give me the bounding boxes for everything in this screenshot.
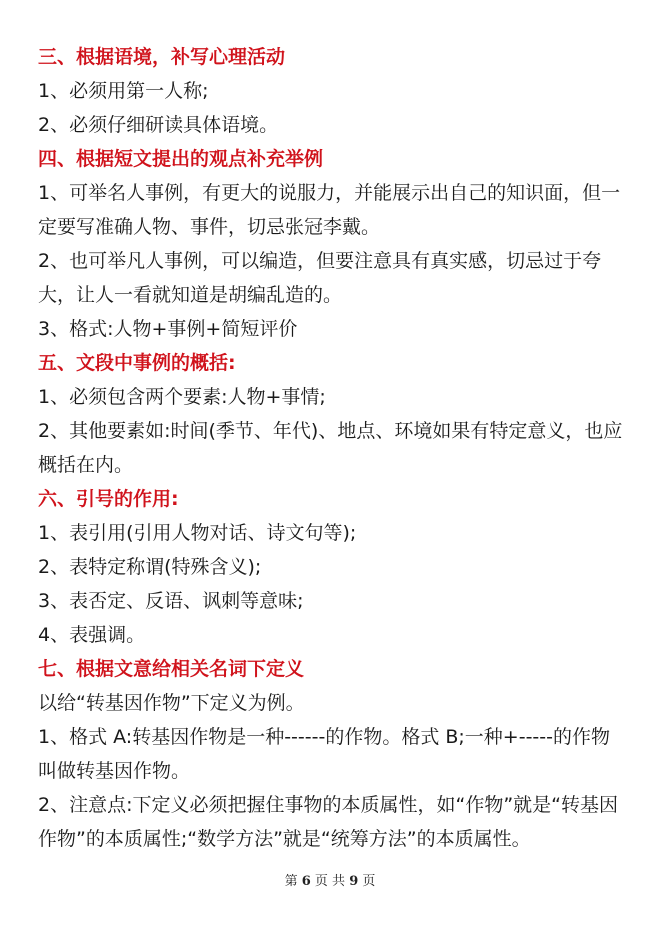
paragraph: 3、格式:人物+事例+简短评价 <box>38 318 298 340</box>
current-page-number: 6 <box>301 874 311 889</box>
document-content <box>38 40 628 856</box>
paragraph: 2、也可举凡人事例，可以编造，但要注意具有真实感，切忌过于夸大，让人一看就知道是胡编乱造的。 <box>38 250 602 306</box>
paragraph: 2、其他要素如:时间(季节、年代)、地点、环境如果有特定意义，也应概括在内。 <box>38 420 623 476</box>
total-page-number: 9 <box>349 874 359 889</box>
section-heading-5: 五、文段中事例的概括: <box>38 352 236 374</box>
section-heading-7: 七、根据文意给相关名词下定义 <box>38 658 305 680</box>
paragraph: 以给“转基因作物”下定义为例。 <box>38 692 305 714</box>
paragraph: 2、必须仔细研读具体语境。 <box>38 114 279 136</box>
paragraph: 1、可举名人事例，有更大的说服力，并能展示出自己的知识面，但一定要写准确人物、事件，切忌张冠李戴。 <box>38 182 621 238</box>
footer-suffix: 页 <box>362 874 376 889</box>
paragraph: 2、注意点:下定义必须把握住事物的本质属性，如“作物”就是“转基因作物”的本质属性;“数学方法”就是“统筹方法”的本质属性。 <box>38 794 619 850</box>
paragraph: 1、格式 A:转基因作物是一种------的作物。格式 B;一种+-----的作物叫做转基因作物。 <box>38 726 611 782</box>
paragraph: 2、表特定称谓(特殊含义); <box>38 556 262 578</box>
footer-prefix: 第 <box>284 874 298 889</box>
page-number-footer <box>0 870 660 889</box>
section-heading-6: 六、引号的作用: <box>38 488 179 510</box>
paragraph: 1、必须包含两个要素:人物+事情; <box>38 386 326 408</box>
paragraph: 4、表强调。 <box>38 624 146 646</box>
footer-middle: 页 共 <box>314 874 346 889</box>
section-heading-4: 四、根据短文提出的观点补充举例 <box>38 148 324 170</box>
paragraph: 1、必须用第一人称; <box>38 80 209 102</box>
paragraph: 1、表引用(引用人物对话、诗文句等); <box>38 522 357 544</box>
section-heading-3: 三、根据语境，补写心理活动 <box>38 46 286 68</box>
paragraph: 3、表否定、反语、讽刺等意味; <box>38 590 304 612</box>
